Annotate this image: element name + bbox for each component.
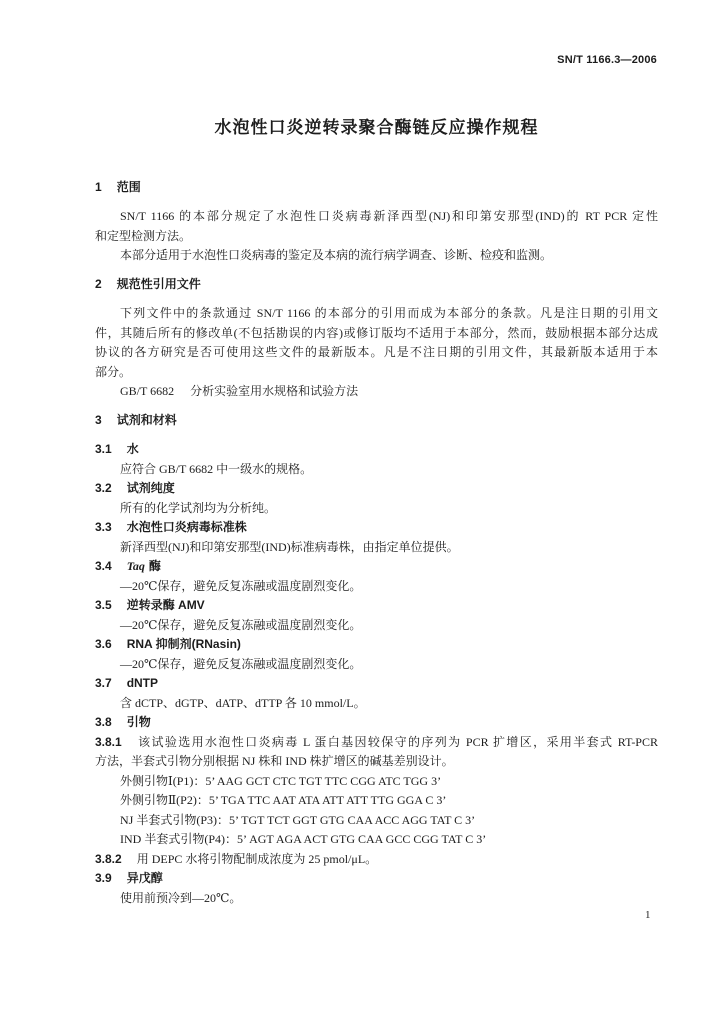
paragraph-line: 件，其随后所有的修改单(不包括勘误的内容)或修订版均不适用于本部分，然而，鼓励根据本部分达成 (95, 325, 658, 340)
clause-text: 应符合 GB/T 6682 中一级水的规格。 (120, 461, 313, 476)
section-title: 试剂和材料 (116, 413, 177, 427)
section-title: 范围 (116, 180, 141, 194)
clause-number: 3.8 (95, 715, 112, 729)
paragraph-line: 下列文件中的条款通过 SN/T 1166 的本部分的引用而成为本部分的条款。凡是注日期的引用文 (120, 306, 658, 320)
clause-text: 所有的化学试剂均为分析纯。 (120, 500, 277, 515)
clause-3-9-heading (95, 869, 658, 889)
clause-text: —20℃保存，避免反复冻融或温度剧烈变化。 (120, 617, 362, 632)
primer-p1: 外侧引物Ⅰ(P1)：5’ AAG GCT CTC TGT TTC CGG ATC TGG 3’ (120, 773, 442, 788)
clause-3-7-heading (95, 674, 658, 694)
section-3-heading (95, 411, 658, 431)
clause-number: 3.9 (95, 871, 112, 885)
paragraph-line: 部分。 (95, 364, 132, 379)
clause-text: —20℃保存，避免反复冻融或温度剧烈变化。 (120, 578, 362, 593)
subclause-number: 3.8.1 (95, 734, 122, 749)
paragraph-line: 协议的各方研究是否可使用这些文件的最新版本。凡是不注日期的引用文件，其最新版本适用于本 (95, 345, 658, 359)
primer-p3: NJ 半套式引物(P3)：5’ TGT TCT GGT GTG CAA ACC AGG TAT C 3’ (120, 812, 476, 827)
clause-title: 水泡性口炎病毒标准株 (126, 520, 247, 534)
subclause-3-8-2 (95, 850, 658, 870)
clause-title-italic: Taq (126, 559, 145, 573)
clause-title: 引物 (126, 715, 151, 729)
clause-number: 3.4 (95, 559, 112, 573)
document-body (95, 178, 658, 908)
clause-title: 酶 (148, 559, 161, 573)
section-title: 规范性引用文件 (116, 277, 201, 291)
clause-text: 新泽西型(NJ)和印第安那型(IND)标准病毒株，由指定单位提供。 (120, 539, 459, 554)
reference-title: 分析实验室用水规格和试验方法 (190, 384, 359, 398)
clause-text: —20℃保存，避免反复冻融或温度剧烈变化。 (120, 656, 362, 671)
clause-3-3-heading (95, 518, 658, 538)
page-number: 1 (645, 909, 651, 921)
clause-title: 异戊醇 (126, 871, 163, 885)
paragraph-line: SN/T 1166 的本部分规定了水泡性口炎病毒新泽西型(NJ)和印第安那型(IND)的 RT PCR 定性 (120, 209, 658, 223)
clause-number: 3.2 (95, 481, 112, 495)
section-number: 1 (95, 180, 102, 194)
clause-title: 逆转录酶 AMV (126, 598, 205, 612)
clause-number: 3.6 (95, 637, 112, 651)
clause-3-4-heading (95, 557, 658, 577)
subclause-text-line: 方法，半套式引物分别根据 NJ 株和 IND 株扩增区的碱基差别设计。 (95, 754, 454, 768)
primer-p2: 外侧引物Ⅱ(P2)：5’ TGA TTC AAT ATA ATT ATT TTG GGA C 3’ (120, 793, 447, 807)
subclause-number: 3.8.2 (95, 851, 122, 866)
clause-number: 3.3 (95, 520, 112, 534)
clause-title: RNA 抑制剂(RNasin) (126, 637, 241, 651)
clause-title: 水 (126, 442, 139, 456)
clause-3-6-heading (95, 635, 658, 655)
section-1-heading (95, 178, 658, 198)
section-number: 2 (95, 277, 102, 291)
clause-3-1-heading (95, 440, 658, 460)
paragraph-line: 和定型检测方法。 (95, 228, 192, 243)
document-title: 水泡性口炎逆转录聚合酶链反应操作规程 (214, 118, 539, 137)
normative-reference (95, 382, 658, 402)
primer-p4: IND 半套式引物(P4)：5’ AGT AGA ACT GTG CAA GCC CGG TAT C 3’ (120, 832, 487, 846)
subclause-text: 用 DEPC 水将引物配制成浓度为 25 pmol/μL。 (136, 851, 378, 866)
clause-3-5-heading (95, 596, 658, 616)
clause-number: 3.1 (95, 442, 112, 456)
clause-title: dNTP (126, 676, 159, 690)
clause-3-8-heading (95, 713, 658, 733)
clause-3-2-heading (95, 479, 658, 499)
subclause-3-8-1 (95, 733, 658, 753)
section-2-heading (95, 275, 658, 295)
clause-number: 3.7 (95, 676, 112, 690)
section-number: 3 (95, 413, 102, 427)
clause-title: 试剂纯度 (126, 481, 175, 495)
standard-code: SN/T 1166.3—2006 (557, 54, 657, 66)
clause-text: 使用前预冷到—20℃。 (120, 890, 242, 905)
paragraph-line: 本部分适用于水泡性口炎病毒的鉴定及本病的流行病学调查、诊断、检疫和监测。 (120, 248, 553, 262)
reference-code: GB/T 6682 (120, 384, 175, 398)
clause-number: 3.5 (95, 598, 112, 612)
clause-text: 含 dCTP、dGTP、dATP、dTTP 各 10 mmol/L。 (120, 695, 366, 710)
subclause-text: 该试验选用水泡性口炎病毒 L 蛋白基因较保守的序列为 PCR 扩增区，采用半套式 RT-PCR (136, 734, 658, 749)
